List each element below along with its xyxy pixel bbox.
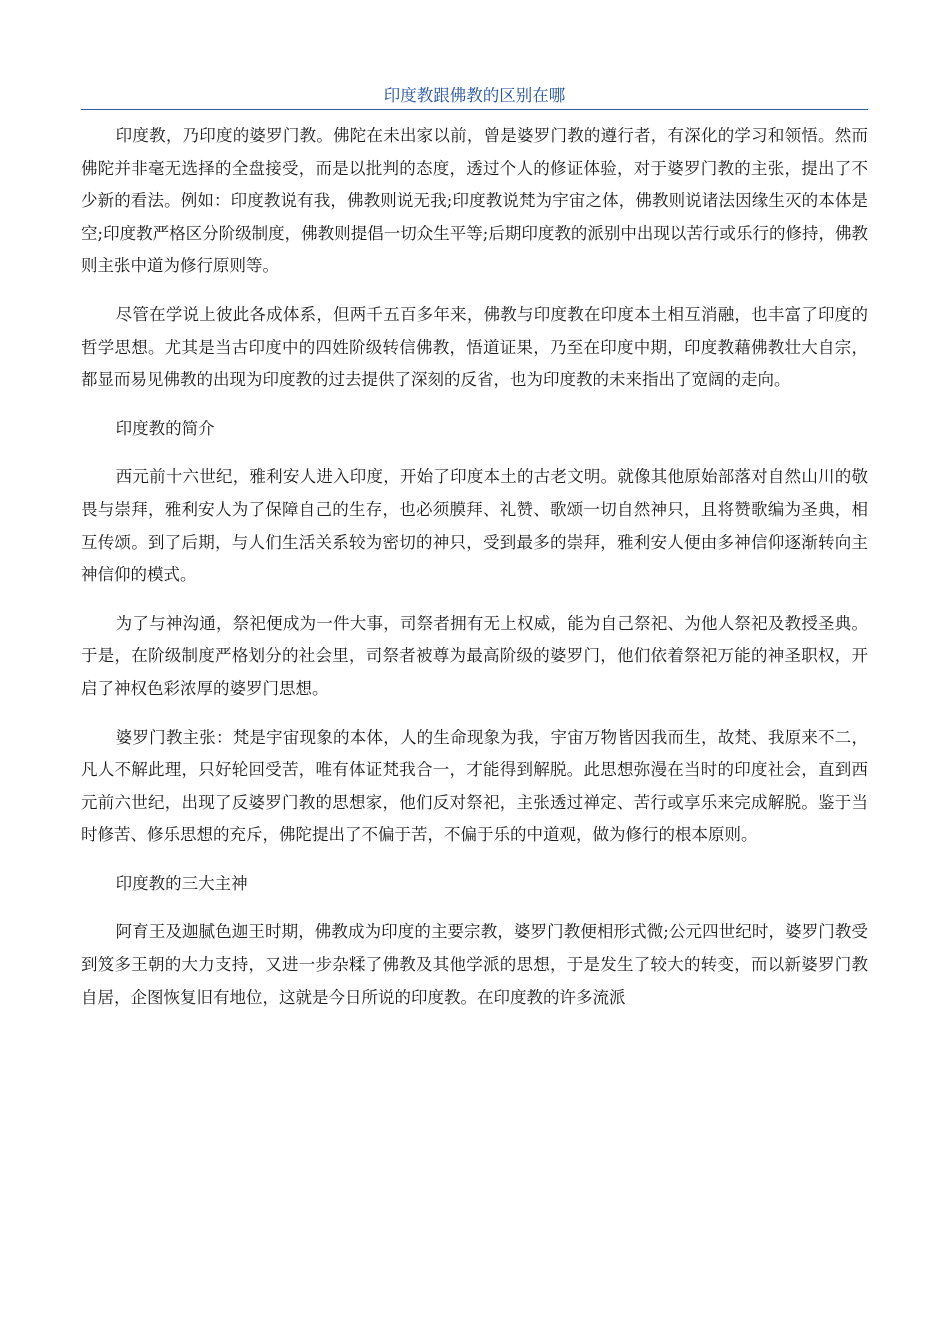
header-divider xyxy=(81,109,868,110)
page-header-title: 印度教跟佛教的区别在哪 xyxy=(383,86,566,105)
document-body xyxy=(81,120,868,1030)
section-heading-introduction: 印度教的简介 xyxy=(115,418,215,438)
paragraph-3: 西元前十六世纪，雅利安人进入印度，开始了印度本土的古老文明。就像其他原始部落对自然山川的敬畏与崇拜，雅利安人为了保障自己的生存，也必须膜拜、礼赞、歌颂一切自然神只，且将赞歌编为圣典，相互传颂。到了后期，与人们生活关系较为密切的神只，受到最多的崇拜，雅利安人便由多神信仰逐渐转向主神信仰的模式。 xyxy=(81,467,868,585)
paragraph-2: 尽管在学说上彼此各成体系，但两千五百多年来，佛教与印度教在印度本土相互消融，也丰富了印度的哲学思想。尤其是当古印度中的四姓阶级转信佛教，悟道证果，乃至在印度中期，印度教藉佛教壮大自宗，都显而易见佛教的出现为印度教的过去提供了深刻的反省，也为印度教的未来指出了宽阔的走向。 xyxy=(81,304,868,390)
paragraph-4: 为了与神沟通，祭祀便成为一件大事，司祭者拥有无上权威，能为自己祭祀、为他人祭祀及教授圣典。于是，在阶级制度严格划分的社会里，司祭者被尊为最高阶级的婆罗门，他们依着祭祀万能的神圣职权，开启了神权色彩浓厚的婆罗门思想。 xyxy=(81,613,868,698)
paragraph-5: 婆罗门教主张：梵是宇宙现象的本体，人的生命现象为我，宇宙万物皆因我而生，故梵、我原来不二，凡人不解此理，只好轮回受苦，唯有体证梵我合一，才能得到解脱。此思想弥漫在当时的印度社会，直到西元前六世纪，出现了反婆罗门教的思想家，他们反对祭祀，主张透过禅定、苦行或享乐来完成解脱。鉴于当时修苦、修乐思想的充斥，佛陀提出了不偏于苦，不偏于乐的中道观，做为修行的根本原则。 xyxy=(81,727,868,845)
paragraph-1: 印度教，乃印度的婆罗门教。佛陀在未出家以前，曾是婆罗门教的遵行者，有深化的学习和领悟。然而佛陀并非毫无选择的全盘接受，而是以批判的态度，透过个人的修证体验，对于婆罗门教的主张，提出了不少新的看法。例如：印度教说有我，佛教则说无我;印度教说梵为宇宙之体，佛教则说诸法因缘生灭的本体是空;印度教严格区分阶级制度，佛教则提倡一切众生平等;后期印度教的派别中出现以苦行或乐行的修持，佛教则主张中道为修行原则等。 xyxy=(81,126,868,276)
section-heading-three-gods: 印度教的三大主神 xyxy=(115,873,248,893)
paragraph-6: 阿育王及迦腻色迦王时期，佛教成为印度的主要宗教，婆罗门教便相形式微;公元四世纪时，婆罗门教受到笈多王朝的大力支持，又进一步杂糅了佛教及其他学派的思想，于是发生了较大的转变，而以新婆罗门教自居，企图恢复旧有地位，这就是今日所说的印度教。在印度教的许多流派 xyxy=(81,922,868,1007)
